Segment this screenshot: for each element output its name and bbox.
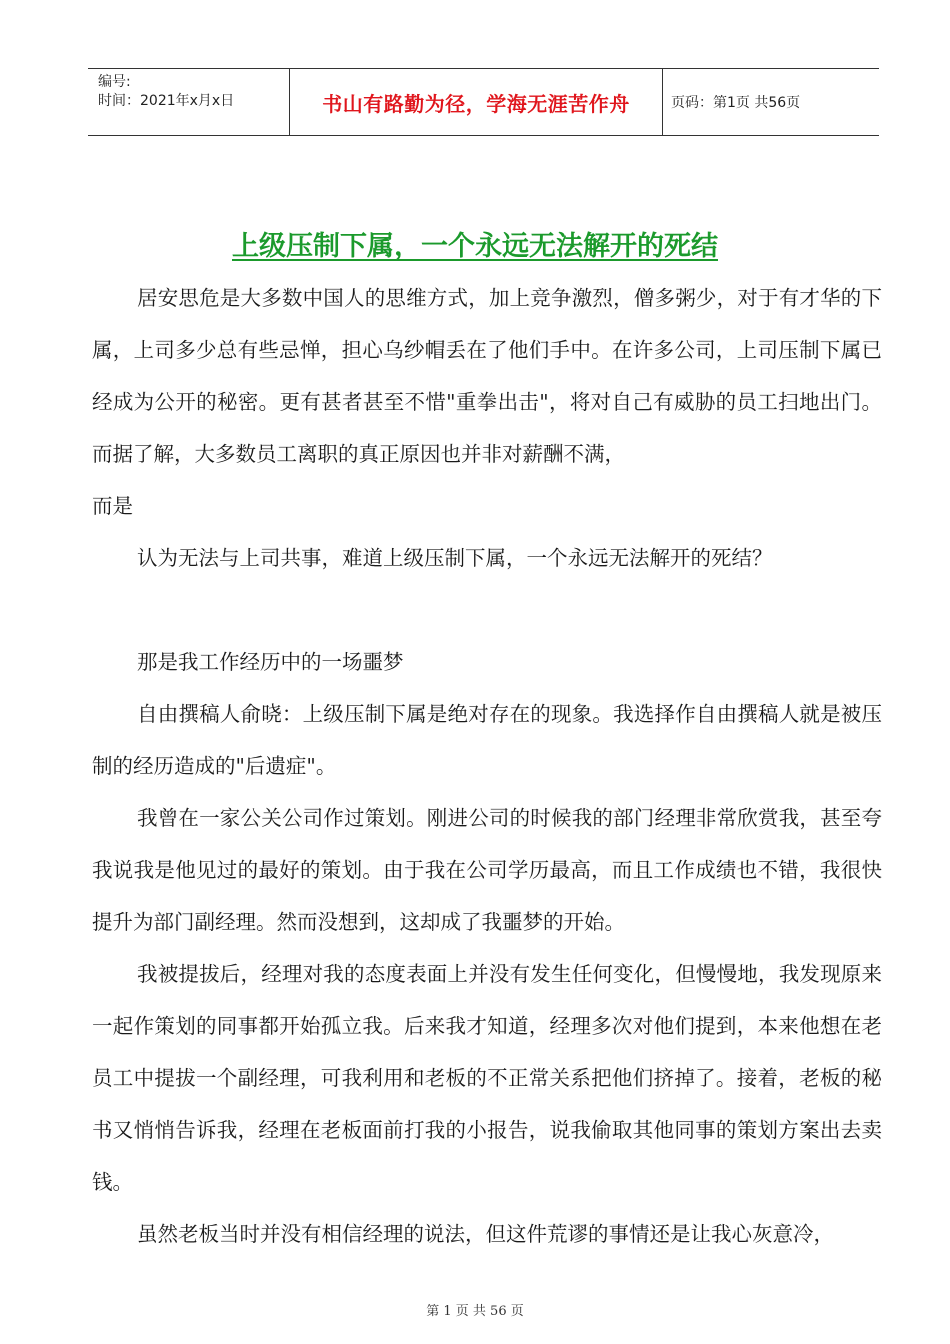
- page-footer: 第 1 页 共 56 页: [426, 1304, 524, 1319]
- paragraph: 自由撰稿人俞晓：上级压制下属是绝对存在的现象。我选择作自由撰稿人就是被压制的经历造成的"后遗症"。: [92, 702, 882, 778]
- paragraph: 而是: [92, 494, 133, 518]
- document-number-label: 编号:: [98, 74, 131, 90]
- document-title: 上级压制下属，一个永远无法解开的死结: [232, 231, 718, 262]
- header-motto: 书山有路勤为径，学海无涯苦作舟: [290, 69, 663, 135]
- header-meta-cell: [88, 69, 290, 135]
- paragraph: 虽然老板当时并没有相信经理的说法，但这件荒谬的事情还是让我心灰意冷，: [137, 1222, 834, 1246]
- header-page-info: 页码：第1页 共56页: [671, 95, 801, 111]
- paragraph: 认为无法与上司共事，难道上级压制下属，一个永远无法解开的死结？: [137, 546, 773, 570]
- section-heading: 那是我工作经历中的一场噩梦: [137, 650, 404, 674]
- document-time-label: 时间：2021年x月x日: [98, 93, 235, 109]
- blank-line: [92, 584, 882, 636]
- paragraph: 我被提拔后，经理对我的态度表面上并没有发生任何变化，但慢慢地，我发现原来一起作策划的同事都开始孤立我。后来我才知道，经理多次对他们提到，本来他想在老员工中提拔一个副经理，可我利用和老板的不正常关系把他们挤掉了。接着，老板的秘书又悄悄告诉我，经理在老板面前打我的小报告，说我偷取其他同事的策划方案出去卖钱。: [92, 962, 882, 1194]
- paragraph: 居安思危是大多数中国人的思维方式，加上竞争激烈，僧多粥少，对于有才华的下属，上司多少总有些忌惮，担心乌纱帽丢在了他们手中。在许多公司，上司压制下属已经成为公开的秘密。更有甚者甚至不惜"重拳出击"，将对自己有威胁的员工扫地出门。而据了解，大多数员工离职的真正原因也并非对薪酬不满，: [92, 286, 882, 466]
- document-body: [92, 272, 882, 1260]
- paragraph: 我曾在一家公关公司作过策划。刚进公司的时候我的部门经理非常欣赏我，甚至夸我说我是他见过的最好的策划。由于我在公司学历最高，而且工作成绩也不错，我很快提升为部门副经理。然而没想到，这却成了我噩梦的开始。: [92, 806, 882, 934]
- header-table: [88, 68, 879, 136]
